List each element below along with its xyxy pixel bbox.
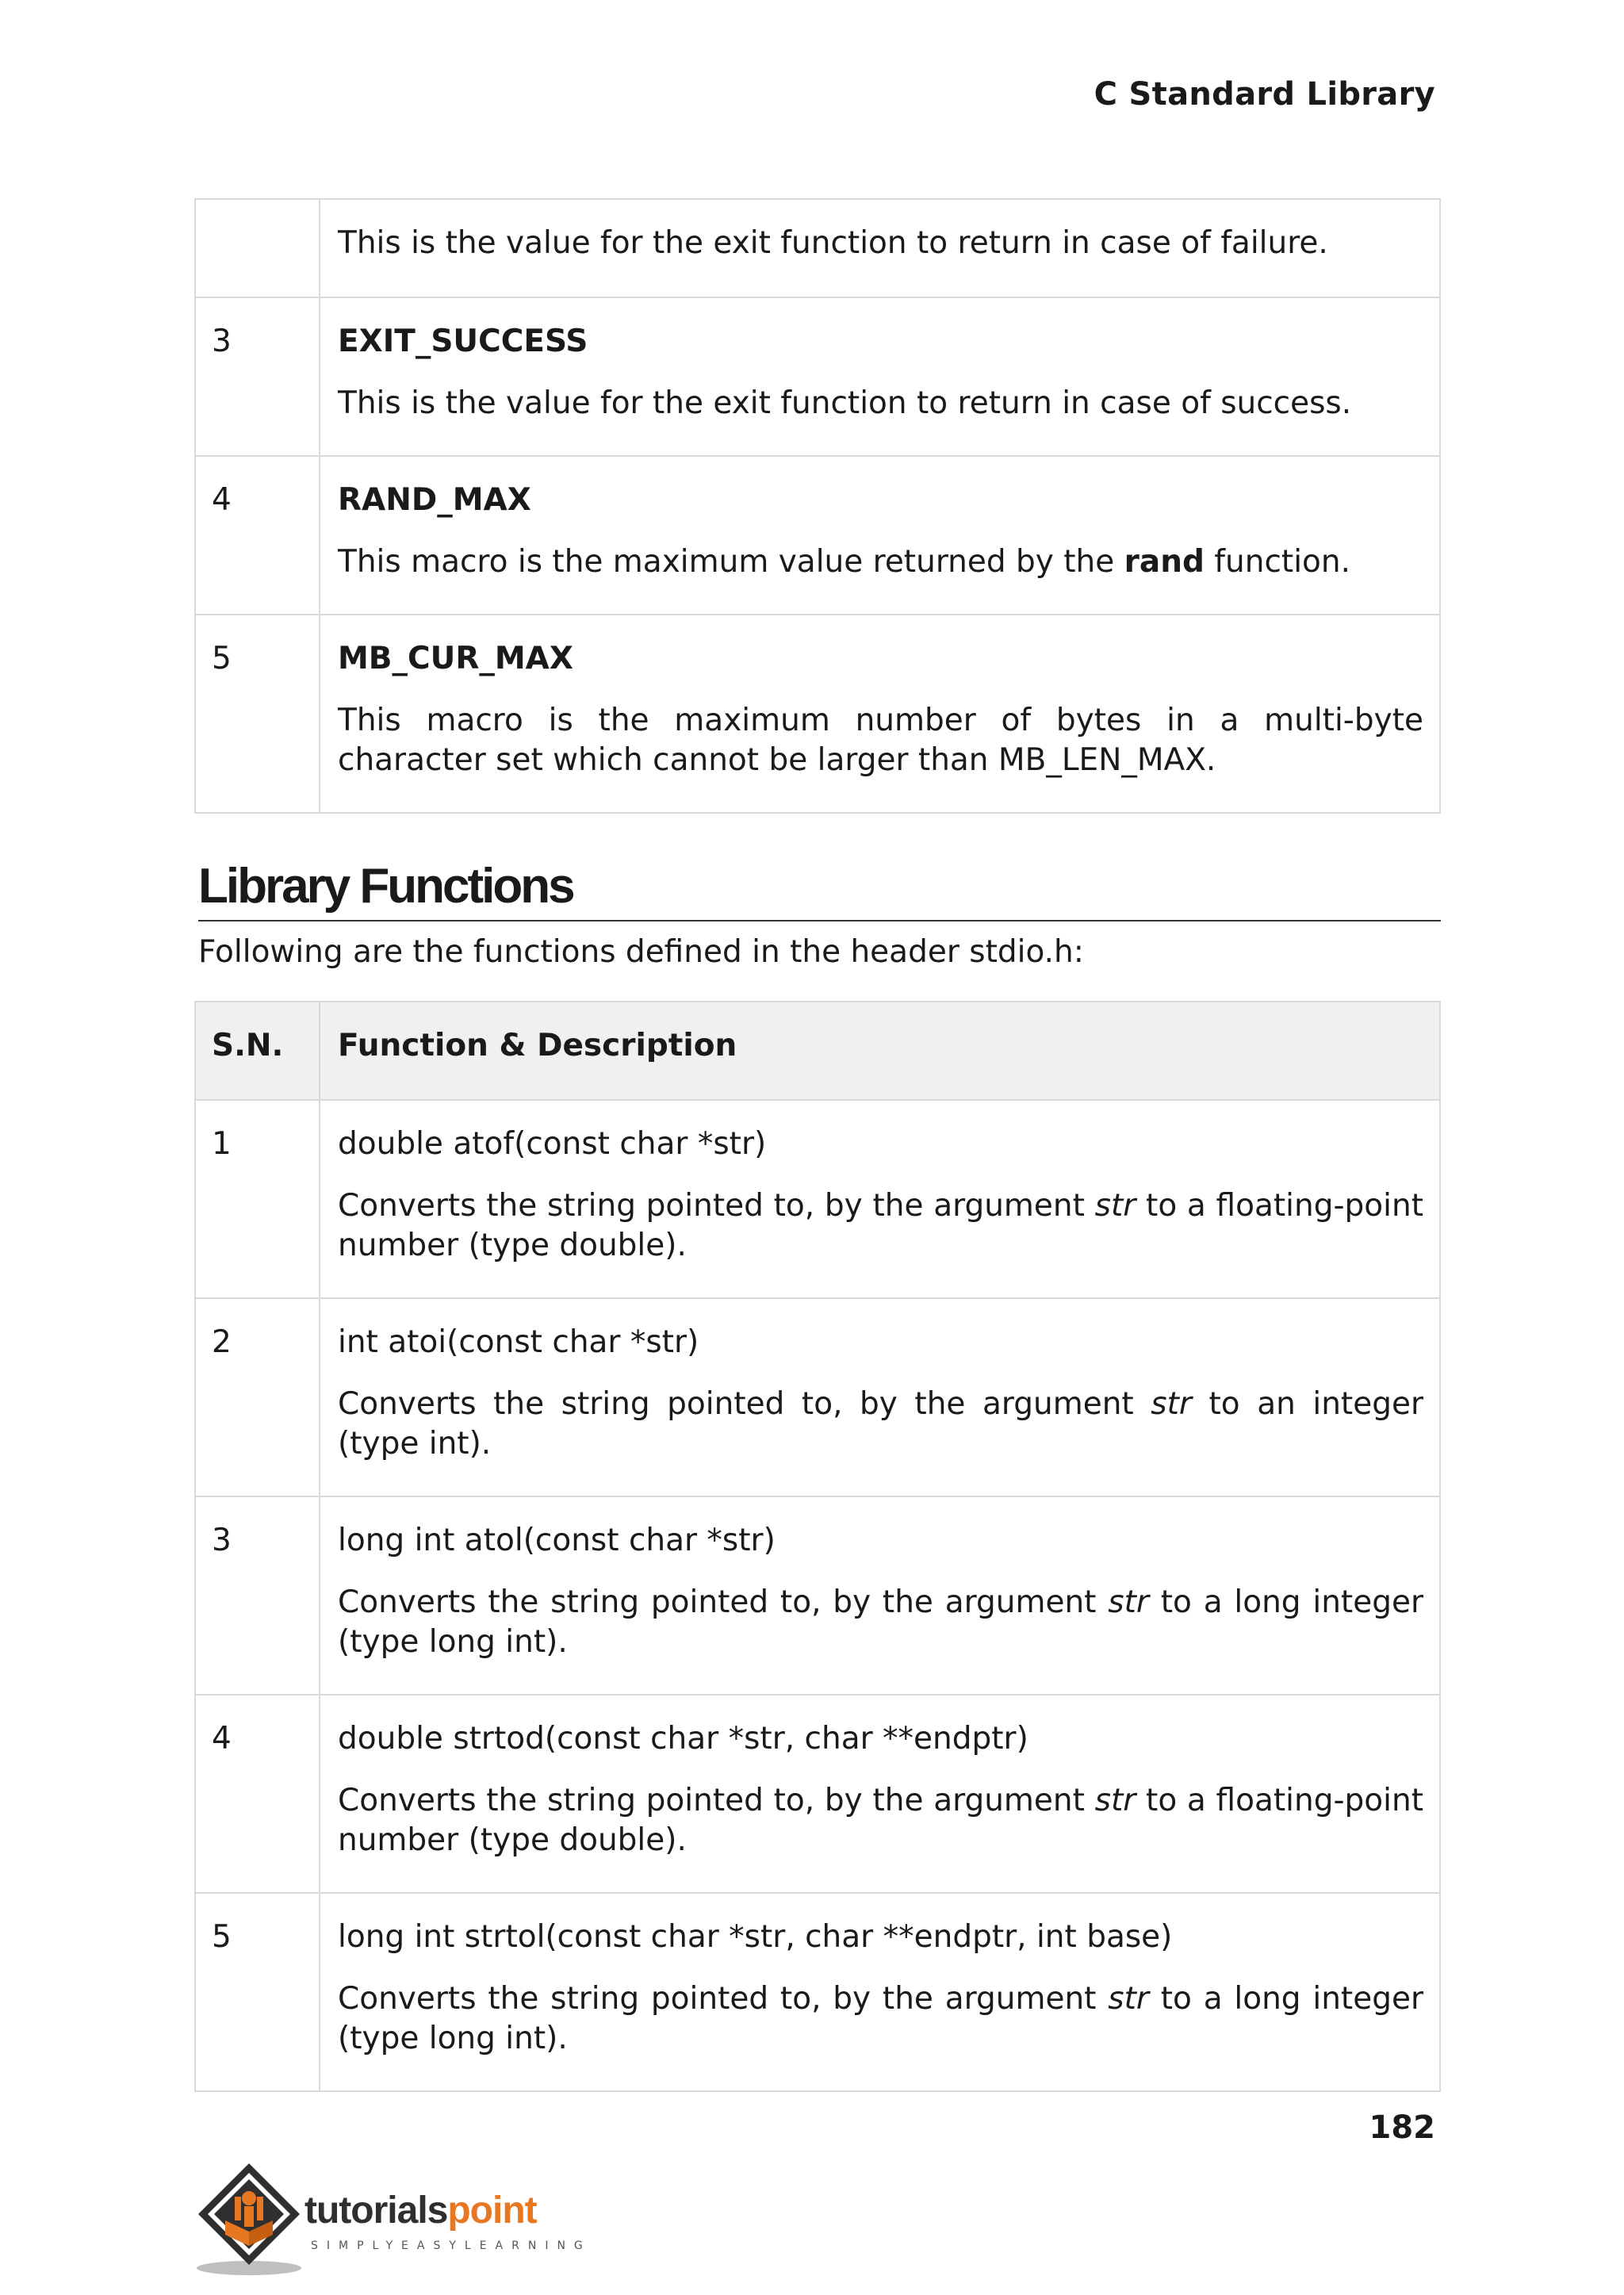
- logo-word-part1: tutorials: [304, 2190, 448, 2232]
- macro-name: EXIT_SUCCESS: [338, 324, 588, 359]
- functions-table: [194, 1001, 1441, 2092]
- table-row: [195, 297, 1440, 456]
- table-row: [195, 199, 1440, 297]
- text-before: Converts the string pointed to, by the argument: [338, 1981, 1109, 2017]
- description-cell: [320, 199, 1440, 297]
- section-intro: Following are the functions defined in the header stdio.h:: [198, 934, 1084, 970]
- function-name-rand: rand: [1124, 544, 1205, 580]
- sn-cell: 4: [195, 1695, 320, 1893]
- description-cell: [320, 297, 1440, 456]
- tutorialspoint-logo: [193, 2159, 592, 2278]
- running-header: C Standard Library: [1094, 76, 1435, 113]
- function-signature: long int atol(const char *str): [338, 1523, 776, 1558]
- text-after: to a floating-point number (type double).: [338, 1783, 1423, 1858]
- description-cell: [320, 456, 1440, 615]
- table-header-row: [195, 1002, 1440, 1100]
- description-text: [338, 1186, 1423, 1266]
- table-row: [195, 456, 1440, 615]
- description-cell: [320, 1298, 1440, 1496]
- header-function-description: Function & Description: [320, 1002, 1440, 1100]
- argument-name: str: [1094, 1783, 1136, 1818]
- text-before: Converts the string pointed to, by the argument: [338, 1386, 1151, 1422]
- macros-table: [194, 198, 1441, 814]
- macro-name: RAND_MAX: [338, 482, 531, 518]
- argument-name: str: [1108, 1981, 1149, 2017]
- description-text: [338, 542, 1423, 582]
- table-row: [195, 1893, 1440, 2091]
- argument-name: str: [1108, 1584, 1149, 1620]
- logo-diamond-icon: [193, 2159, 304, 2278]
- description-text: [338, 1979, 1423, 2059]
- description-text: This is the value for the exit function to return in case of success.: [338, 385, 1352, 421]
- sn-cell: 3: [195, 1496, 320, 1695]
- logo-tagline: SIMPLYEASYLEARNING: [311, 2239, 592, 2252]
- sn-cell: 1: [195, 1100, 320, 1298]
- text-before: This macro is the maximum value returned by the: [338, 544, 1124, 580]
- argument-name: str: [1151, 1386, 1192, 1422]
- table-row: [195, 1100, 1440, 1298]
- logo-word-part2: point: [447, 2190, 537, 2232]
- table-row: [195, 1496, 1440, 1695]
- sn-cell: 4: [195, 456, 320, 615]
- description-text: [338, 1385, 1423, 1464]
- argument-name: str: [1094, 1188, 1136, 1224]
- description-cell: [320, 615, 1440, 813]
- sn-cell: [195, 199, 320, 297]
- description-text: This macro is the maximum number of bytes in a multi-byte character set which cannot be larger than MB_LEN_MAX.: [338, 703, 1423, 778]
- description-text: [338, 1583, 1423, 1662]
- text-after: to an integer (type int).: [338, 1386, 1423, 1462]
- description-text: This is the value for the exit function to return in case of failure.: [338, 225, 1328, 261]
- text-before: Converts the string pointed to, by the argument: [338, 1584, 1109, 1620]
- function-signature: int atoi(const char *str): [338, 1324, 699, 1360]
- description-cell: [320, 1893, 1440, 2091]
- page-number: 182: [1369, 2109, 1435, 2146]
- logo-wordmark: [304, 2190, 537, 2232]
- function-signature: long int strtol(const char *str, char **endptr, int base): [338, 1919, 1173, 1955]
- sn-cell: 5: [195, 615, 320, 813]
- header-sn: S.N.: [195, 1002, 320, 1100]
- description-text: [338, 1781, 1423, 1860]
- description-cell: [320, 1496, 1440, 1695]
- text-before: Converts the string pointed to, by the argument: [338, 1783, 1095, 1818]
- macro-name: MB_CUR_MAX: [338, 641, 573, 676]
- text-after: to a floating-point number (type double).: [338, 1188, 1423, 1263]
- description-cell: [320, 1695, 1440, 1893]
- text-after: to a long integer (type long int).: [338, 1981, 1423, 2056]
- table-row: [195, 1695, 1440, 1893]
- description-cell: [320, 1100, 1440, 1298]
- function-signature: double atof(const char *str): [338, 1126, 767, 1162]
- sn-cell: 5: [195, 1893, 320, 2091]
- text-after: to a long integer (type long int).: [338, 1584, 1423, 1660]
- sn-cell: 3: [195, 297, 320, 456]
- table-row: [195, 1298, 1440, 1496]
- table-row: [195, 615, 1440, 813]
- sn-cell: 2: [195, 1298, 320, 1496]
- text-after: function.: [1204, 544, 1351, 580]
- text-before: Converts the string pointed to, by the argument: [338, 1188, 1095, 1224]
- function-signature: double strtod(const char *str, char **endptr): [338, 1721, 1028, 1757]
- section-title: Library Functions: [198, 858, 1441, 921]
